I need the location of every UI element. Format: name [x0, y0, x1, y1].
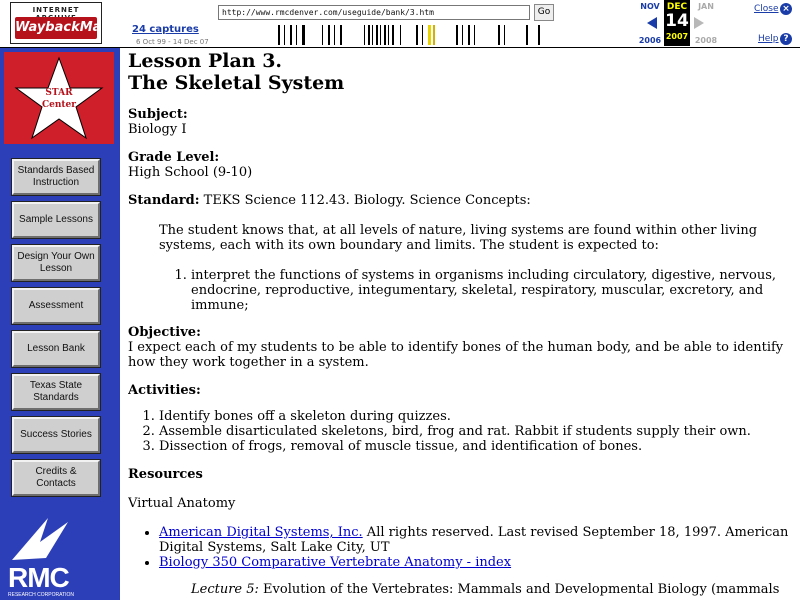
activities-section	[128, 383, 796, 454]
nav-lesson-bank[interactable]: Lesson Bank	[12, 331, 100, 367]
nav-sample-lessons[interactable]: Sample Lessons	[12, 202, 100, 238]
objective-label: Objective:	[128, 325, 201, 340]
prev-year[interactable]: 2006	[638, 36, 662, 45]
subject-section	[128, 107, 796, 137]
prev-month[interactable]: NOV	[640, 2, 660, 11]
activity-item: 1. Identify bones off a skeleton during quizzes.	[159, 409, 796, 424]
resource-item	[159, 525, 796, 555]
objective-section	[128, 325, 796, 370]
star-logo-text-1: STAR	[45, 88, 73, 98]
star-center-logo[interactable]	[4, 52, 114, 144]
help-icon[interactable]: ?	[780, 33, 792, 45]
nav-texas-state-standards[interactable]: Texas State Standards	[12, 374, 100, 410]
standard-label: Standard:	[128, 193, 200, 208]
sidebar	[0, 48, 120, 600]
lesson-content	[128, 48, 796, 600]
grade-section	[128, 150, 796, 180]
american-digital-systems-link[interactable]: American Digital Systems, Inc.	[159, 525, 363, 540]
activities-list	[128, 409, 796, 454]
wayback-logo[interactable]	[10, 2, 141, 44]
title-line-1: Lesson Plan 3.	[128, 50, 283, 72]
activity-item: 2. Assemble disarticulated skeletons, bird, frog and rat. Rabbit if students supply their own.	[159, 424, 796, 439]
nav-assessment[interactable]: Assessment	[12, 288, 100, 324]
url-input[interactable]: http://www.rmcdenver.com/useguide/bank/3.htm	[218, 5, 530, 20]
rmc-logo-text: RMC	[8, 562, 69, 593]
nav-standards-based-instruction[interactable]: Standards Based Instruction	[12, 159, 100, 195]
resources-section	[128, 467, 796, 597]
title-line-2: The Skeletal System	[128, 72, 345, 94]
page-title	[128, 50, 796, 94]
virtual-anatomy-heading: Virtual Anatomy	[128, 496, 236, 511]
help-link[interactable]: Help	[758, 34, 779, 44]
subject-label: Subject:	[128, 107, 188, 122]
lecture-5-text	[191, 582, 796, 597]
nav-success-stories[interactable]: Success Stories	[12, 417, 100, 453]
grade-label: Grade Level:	[128, 150, 220, 165]
lecture-label: Lecture 5:	[191, 582, 259, 597]
resources-list	[128, 525, 796, 570]
standard-value: TEKS Science 112.43. Biology. Science Concepts:	[203, 193, 531, 208]
grade-value: High School (9-10)	[128, 165, 253, 180]
activities-label: Activities:	[128, 383, 201, 398]
current-month: DEC	[666, 2, 688, 12]
nav-credits-contacts[interactable]: Credits & Contacts	[12, 460, 100, 496]
captures-range: 6 Oct 99 - 14 Dec 07	[136, 38, 209, 46]
close-icon[interactable]: ×	[780, 3, 792, 15]
biology-350-link[interactable]: Biology 350 Comparative Vertebrate Anatomy - index	[159, 555, 512, 570]
resources-label: Resources	[128, 467, 203, 482]
wayback-logo-bottom: WaybackMachine	[15, 17, 97, 39]
capture-sparkline[interactable]	[276, 25, 556, 45]
next-year: 2008	[694, 36, 718, 45]
resource-1-text: All rights reserved. Last revised September 18, 1997. American Digital Systems, Salt Lake City, UT	[159, 525, 789, 555]
rmc-logo[interactable]	[6, 508, 106, 600]
lecture-description: Evolution of the Vertebrates: Mammals and Developmental Biology (mammals	[258, 582, 780, 597]
standard-text: The student knows that, at all levels of nature, living systems are found within other living systems, each with its own boundary and limits. The student is expected to:	[159, 223, 758, 253]
rmc-logo-subtext: RESEARCH CORPORATION	[8, 592, 75, 598]
standard-item: 1. interpret the functions of systems in organisms including circulatory, digestive, nervous, endocrine, reproductive, integumentary, skeletal, respiratory, muscular, excretory, and immune;	[191, 268, 796, 313]
standard-list	[159, 268, 796, 313]
objective-text: I expect each of my students to be able to identify bones of the human body, and be able to identify how they work together in a system.	[128, 340, 784, 370]
captures-link[interactable]: 24 captures	[132, 24, 199, 35]
star-logo-text-2: Center	[41, 100, 77, 110]
prev-capture-arrow-icon[interactable]	[647, 17, 657, 29]
current-year: 2007	[665, 32, 689, 41]
current-day: 14	[665, 11, 689, 31]
standard-section	[128, 193, 796, 313]
resource-item	[159, 555, 796, 570]
subject-value: Biology I	[128, 122, 187, 137]
current-capture	[664, 0, 690, 46]
next-month: JAN	[698, 2, 714, 11]
go-button[interactable]: Go	[534, 4, 554, 21]
next-capture-arrow-icon	[694, 17, 704, 29]
nav-design-your-own-lesson[interactable]: Design Your Own Lesson	[12, 245, 100, 281]
wayback-logo-top: INTERNET	[32, 6, 80, 14]
star-icon	[4, 52, 114, 144]
activity-item: 3. Dissection of frogs, removal of muscle tissue, and identification of bones.	[159, 439, 796, 454]
wayback-toolbar	[0, 0, 800, 48]
close-link[interactable]: Close	[754, 4, 779, 14]
